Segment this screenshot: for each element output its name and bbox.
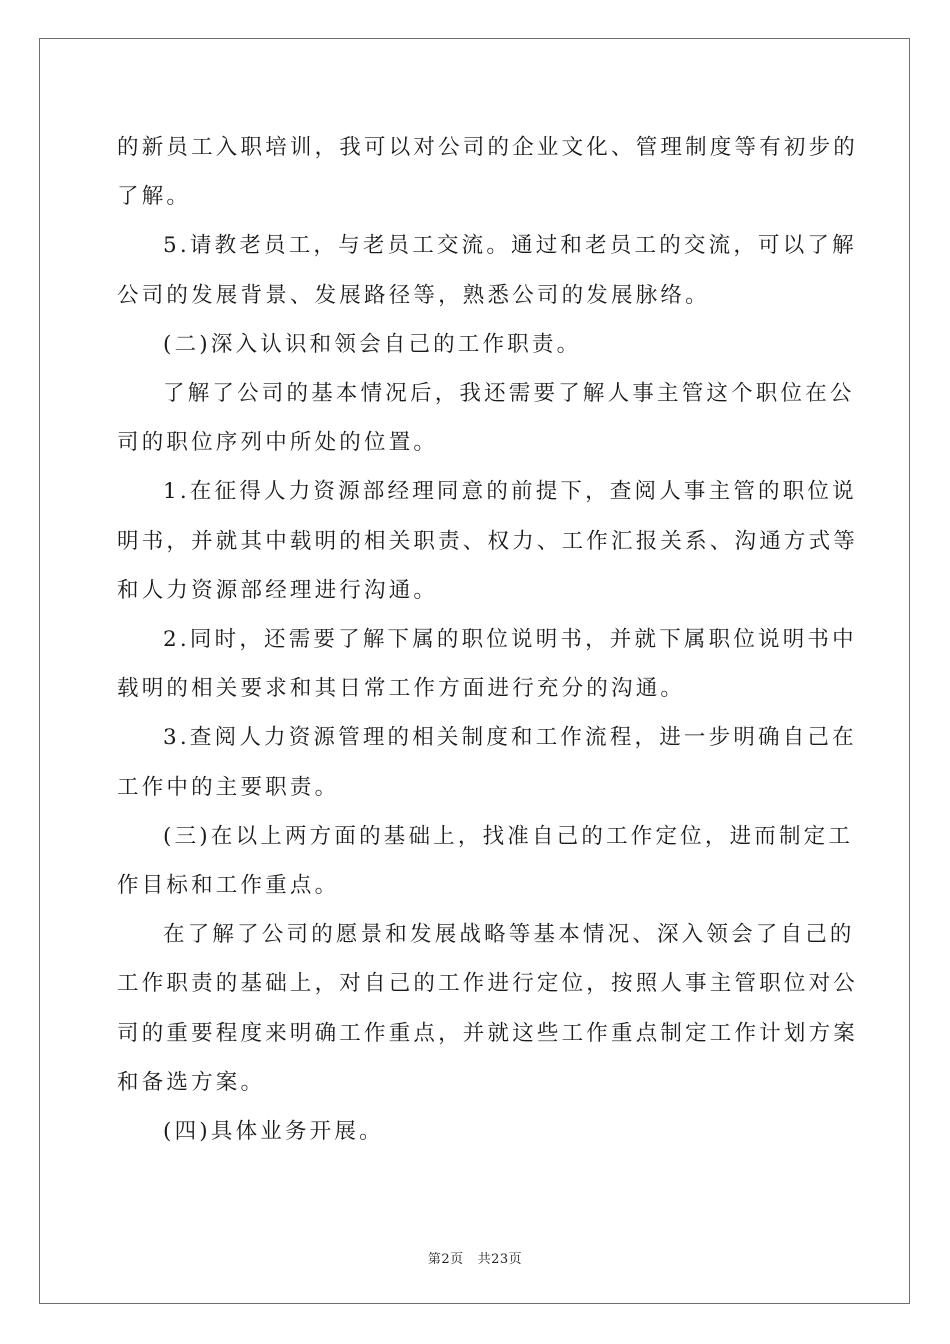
paragraph	[117, 467, 857, 516]
paragraph	[117, 221, 857, 270]
text-line: 1.在征得人力资源部经理同意的前提下，查阅人事主管的职位说	[163, 479, 857, 505]
section-heading	[117, 812, 854, 861]
text-line: 5.请教老员工，与老员工交流。通过和老员工的交流，可以了解	[163, 233, 857, 259]
text-line: (二)深入认识和领会自己的工作职责。	[163, 331, 582, 357]
page-number: 第2页	[427, 1252, 464, 1267]
text-line: (三)在以上两方面的基础上，找准自己的工作定位，进而制定工	[163, 823, 854, 849]
paragraph	[117, 664, 837, 713]
text-line: 的新员工入职培训，我可以对公司的企业文化、管理制度等有初步的	[117, 135, 859, 160]
text-line: 工作职责的基础上，对自己的工作进行定位，按照人事主管职位对公	[117, 971, 859, 997]
section-heading	[117, 1107, 837, 1156]
paragraph	[117, 861, 837, 910]
text-line: 了解了公司的基本情况后，我还需要了解人事主管这个职位在公	[163, 381, 855, 407]
text-line: 和人力资源部经理进行沟通。	[117, 577, 439, 603]
paragraph	[117, 959, 859, 1107]
text-line: 工作中的主要职责。	[117, 774, 340, 800]
text-line: 在了解了公司的愿景和发展战略等基本情况、深入领会了自己的	[163, 922, 855, 948]
text-line: (四)具体业务开展。	[163, 1119, 384, 1145]
paragraph	[117, 615, 857, 664]
text-line: 明书，并就其中载明的相关职责、权力、工作汇报关系、沟通方式等	[117, 528, 859, 554]
page-total: 共23页	[477, 1252, 523, 1267]
text-line: 公司的发展背景、发展路径等，熟悉公司的发展脉络。	[117, 282, 710, 308]
text-line: 和备选方案。	[117, 1069, 266, 1095]
section-heading	[117, 320, 837, 369]
paragraph	[117, 123, 859, 221]
page-footer	[0, 1248, 950, 1267]
text-line: 3.查阅人力资源管理的相关制度和工作流程，进一步明确自己在	[163, 725, 857, 751]
document-body	[117, 123, 859, 1156]
text-line: 载明的相关要求和其日常工作方面进行充分的沟通。	[117, 676, 686, 702]
paragraph	[117, 418, 837, 467]
text-line: 了解。	[117, 184, 192, 210]
paragraph	[117, 763, 837, 812]
text-line: 作目标和工作重点。	[117, 873, 340, 899]
paragraph	[117, 369, 855, 418]
text-line: 2.同时，还需要了解下属的职位说明书，并就下属职位说明书中	[163, 627, 857, 653]
paragraph	[117, 271, 837, 320]
paragraph	[117, 517, 859, 615]
text-line: 司的重要程度来明确工作重点，并就这些工作重点制定工作计划方案	[117, 1020, 859, 1046]
text-line: 司的职位序列中所处的位置。	[117, 430, 439, 456]
paragraph	[117, 713, 857, 762]
paragraph	[117, 910, 855, 959]
